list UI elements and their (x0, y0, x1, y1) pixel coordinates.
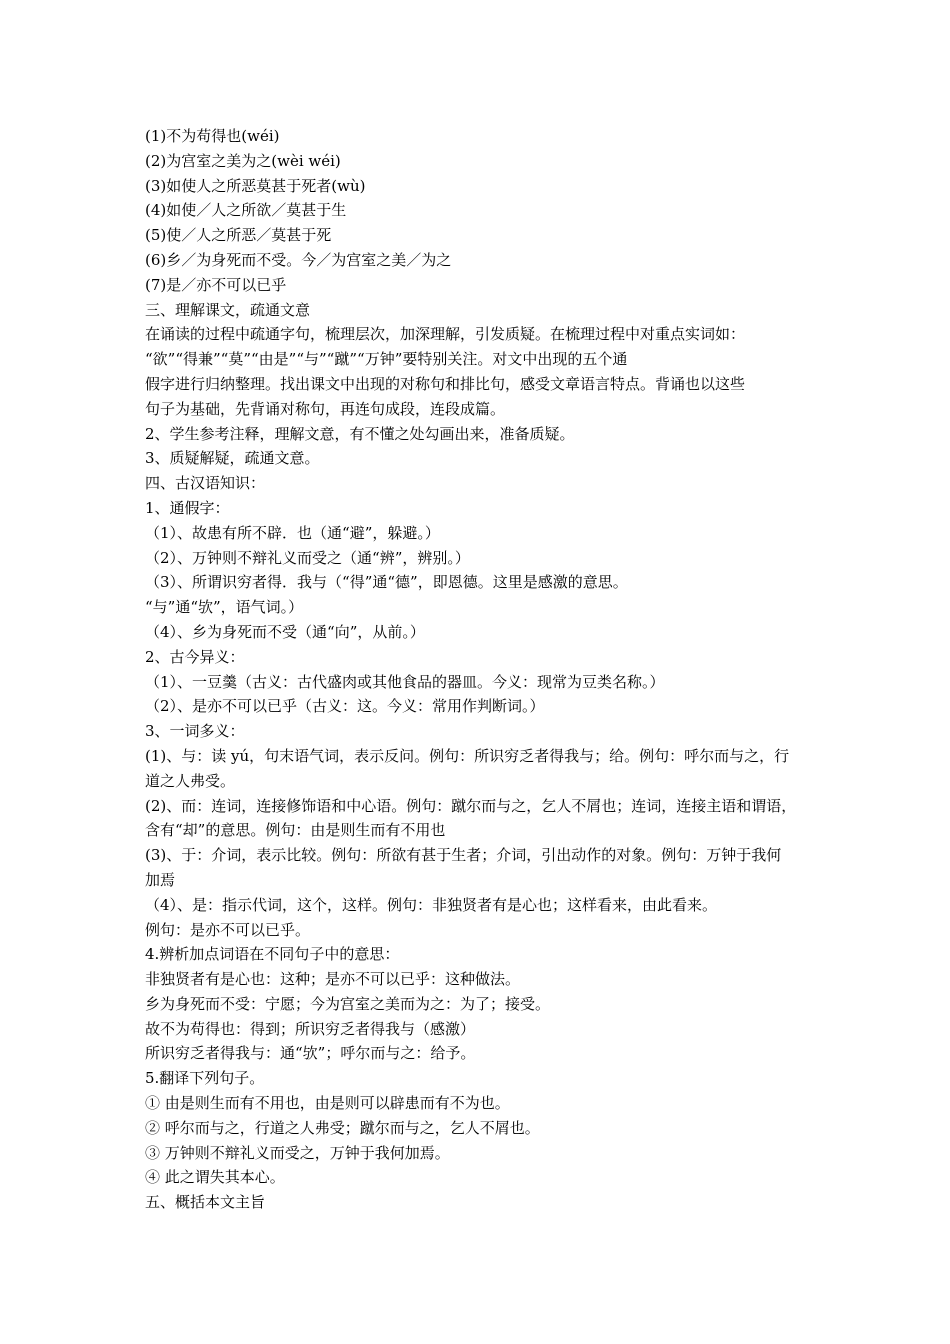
document-page (145, 124, 817, 1215)
text-line: 非独贤者有是心也：这种；是亦不可以已乎：这种做法。 (145, 970, 521, 989)
text-line: （2）、是亦不可以已乎（古义：这。今义：常用作判断词。） (145, 697, 545, 716)
text-line: 故不为苟得也：得到；所识穷乏者得我与（感激） (145, 1019, 476, 1038)
text-line: (7)是／亦不可以已乎 (145, 275, 287, 294)
text-line: ③ 万钟则不辩礼义而受之，万钟于我何加焉。 (145, 1143, 450, 1162)
text-line: （1）、故患有所不辟．也（通“避”，躲避。） (145, 523, 440, 542)
text-line: 2、学生参考注释，理解文意，有不懂之处勾画出来，准备质疑。 (145, 424, 575, 443)
text-line: “与”通“欤”，语气词。） (145, 598, 304, 617)
text-line: (5)使／人之所恶／莫甚于死 (145, 226, 332, 245)
text-line: 3、质疑解疑，疏通文意。 (145, 449, 320, 468)
text-line: 含有“却”的意思。例句：由是则生而有不用也 (145, 821, 446, 840)
text-line: (1)、与：读 yú，句末语气词，表示反问。例句：所识穷乏者得我与；给。例句：呼尔而与之，行 (145, 746, 790, 765)
text-line: （4）、是：指示代词，这个，这样。例句：非独贤者有是心也；这样看来，由此看来。 (145, 895, 718, 914)
text-line: (3)、于：介词，表示比较。例句：所欲有甚于生者；介词，引出动作的对象。例句：万钟于我何 (145, 846, 782, 865)
text-line: 假字进行归纳整理。找出课文中出现的对称句和排比句，感受文章语言特点。背诵也以这些 (145, 374, 746, 393)
text-line: 在诵读的过程中疏通字句，梳理层次，加深理解，引发质疑。在梳理过程中对重点实词如： (145, 325, 746, 344)
section-heading: 四、古汉语知识： (145, 474, 266, 493)
text-line: 2、古今异义： (145, 647, 245, 666)
text-line: 乡为身死而不受：宁愿；今为宫室之美而为之：为了；接受。 (145, 994, 551, 1013)
text-line: 句子为基础，先背诵对称句，再连句成段，连段成篇。 (145, 399, 506, 418)
text-line: 道之人弗受。 (145, 771, 236, 790)
text-line: （4）、乡为身死而不受（通“向”，从前。） (145, 622, 425, 641)
text-line: 1、通假字： (145, 498, 230, 517)
text-line: 3、一词多义： (145, 722, 245, 741)
text-line: （1）、一豆羹（古义：古代盛肉或其他食品的器皿。今义：现常为豆类名称。） (145, 672, 665, 691)
text-line: (1)不为苟得也(wéi) (145, 127, 280, 145)
section-heading: 五、概括本文主旨 (145, 1193, 266, 1212)
text-line: (3)如使人之所恶莫甚于死者(wù) (145, 176, 366, 195)
text-line: 加焉 (145, 870, 176, 889)
text-line: ④ 此之谓失其本心。 (145, 1168, 285, 1187)
text-line: 5.翻译下列句子。 (145, 1069, 265, 1088)
text-line: 所识穷乏者得我与：通“欤”；呼尔而与之：给予。 (145, 1044, 476, 1063)
text-line: 4.辨析加点词语在不同句子中的意思： (145, 945, 400, 964)
section-heading: 三、理解课文，疏通文意 (145, 300, 311, 319)
text-line: (2)、而：连词，连接修饰语和中心语。例句：蹴尔而与之，乞人不屑也；连词，连接主语和谓语， (145, 796, 797, 815)
text-line: 例句：是亦不可以已乎。 (145, 920, 311, 939)
text-line: （2）、万钟则不辩礼义而受之（通“辨”，辨别。） (145, 548, 470, 567)
text-line: ① 由是则生而有不用也，由是则可以辟患而有不为也。 (145, 1094, 510, 1113)
text-line: （3）、所谓识穷者得．我与（“得”通“德”，即恩德。这里是感激的意思。 (145, 573, 628, 592)
text-line: (6)乡／为身死而不受。今／为宫室之美／为之 (145, 250, 452, 269)
text-line: (2)为宫室之美为之(wèi wéi) (145, 151, 341, 170)
text-line: (4)如使／人之所欲／莫甚于生 (145, 201, 347, 220)
text-line: “欲”“得兼”“莫”“由是”“与”“蹴”“万钟”要特别关注。对文中出现的五个通 (145, 350, 628, 369)
text-line: ② 呼尔而与之，行道之人弗受；蹴尔而与之，乞人不屑也。 (145, 1118, 540, 1137)
